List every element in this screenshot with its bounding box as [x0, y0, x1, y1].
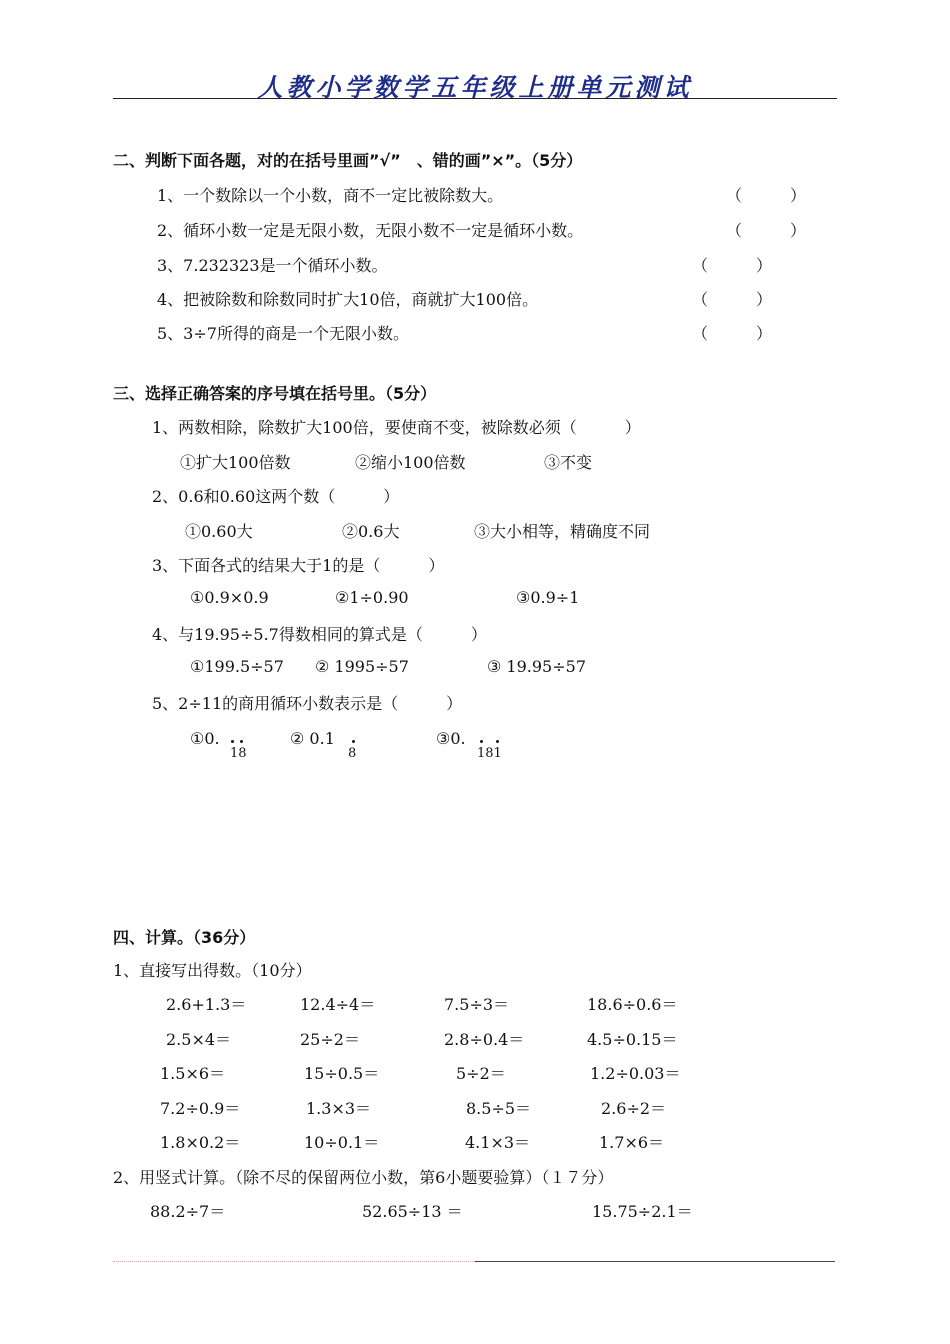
- judge-item-2: 2、循环小数一定是无限小数，无限小数不一定是循环小数。: [157, 221, 584, 240]
- choice-question-5: 5、2÷11的商用循环小数表示是（ ）: [152, 694, 463, 713]
- section-2-title: 二、判断下面各题，对的在括号里画”√” 、错的画”×”。（5分）: [113, 151, 583, 170]
- mental-calc-item: 5÷2＝: [456, 1064, 506, 1083]
- mental-calc-item: 18.6÷0.6＝: [587, 995, 678, 1014]
- judge-item-5: 5、3÷7所得的商是一个无限小数。: [157, 324, 409, 343]
- vertical-calc-item: 88.2÷7＝: [150, 1202, 226, 1221]
- mental-calc-item: 8.5÷5＝: [466, 1099, 532, 1118]
- mental-calc-item: 15÷0.5＝: [304, 1064, 380, 1083]
- choice-5-option-3: [436, 729, 466, 748]
- mental-calc-item: 12.4÷4＝: [300, 995, 376, 1014]
- mental-calc-item: 1.8×0.2＝: [160, 1133, 241, 1152]
- vertical-calc-item: 52.65÷13 ＝: [362, 1202, 463, 1221]
- choice-1-option-3: ③不变: [544, 453, 593, 472]
- repeat-dot: [240, 740, 243, 743]
- choice-2-option-3: ③大小相等，精确度不同: [474, 522, 651, 541]
- mental-calc-item: 10÷0.1＝: [304, 1133, 380, 1152]
- choice-5-option-1: [190, 729, 220, 748]
- choice-5-option-3-prefix: ③0.: [436, 729, 466, 748]
- vertical-calc-item: 15.75÷2.1＝: [592, 1202, 693, 1221]
- choice-3-option-3: ③0.9÷1: [516, 588, 580, 607]
- choice-question-4: 4、与19.95÷5.7得数相同的算式是（ ）: [152, 625, 487, 644]
- choice-5-option-2: [290, 729, 335, 748]
- choice-4-option-1: ①199.5÷57: [190, 657, 284, 676]
- choice-2-option-2: ②0.6大: [342, 522, 400, 541]
- answer-paren-4[interactable]: （ ）: [692, 290, 773, 309]
- choice-1-option-1: ①扩大100倍数: [180, 453, 291, 472]
- calc-part-1-title: 1、直接写出得数。（10分）: [113, 961, 312, 980]
- footer-dotted-line: [113, 1261, 475, 1262]
- answer-paren-2[interactable]: （ ）: [726, 221, 807, 240]
- mental-calc-item: 1.2÷0.03＝: [590, 1064, 681, 1083]
- mental-calc-item: 4.5÷0.15＝: [587, 1030, 678, 1049]
- answer-paren-1[interactable]: （ ）: [726, 186, 807, 205]
- mental-calc-item: 2.6+1.3＝: [166, 995, 247, 1014]
- section-4-title: 四、计算。（36分）: [113, 928, 256, 947]
- repeat-dot: [352, 740, 355, 743]
- footer-rule: [475, 1261, 835, 1262]
- mental-calc-item: 2.8÷0.4＝: [444, 1030, 525, 1049]
- repeat-dot: [496, 740, 499, 743]
- mental-calc-item: 2.5×4＝: [166, 1030, 232, 1049]
- choice-3-option-2: ②1÷0.90: [335, 588, 409, 607]
- mental-calc-item: 1.5×6＝: [160, 1064, 226, 1083]
- choice-4-option-2: ② 1995÷57: [315, 657, 409, 676]
- answer-paren-3[interactable]: （ ）: [692, 256, 773, 275]
- choice-4-option-3: ③ 19.95÷57: [487, 657, 586, 676]
- judge-item-3: 3、7.232323是一个循环小数。: [157, 256, 388, 275]
- choice-5-option-1-digits: 18: [230, 746, 247, 761]
- mental-calc-item: 7.5÷3＝: [444, 995, 510, 1014]
- answer-paren-5[interactable]: （ ）: [692, 324, 773, 343]
- repeat-dot: [480, 740, 483, 743]
- judge-item-4: 4、把被除数和除数同时扩大10倍，商就扩大100倍。: [157, 290, 539, 309]
- choice-question-1: 1、两数相除，除数扩大100倍，要使商不变，被除数必须（ ）: [152, 418, 641, 437]
- calc-part-2-title: 2、用竖式计算。（除不尽的保留两位小数，第6小题要验算）（１７分）: [113, 1168, 614, 1187]
- mental-calc-item: 25÷2＝: [300, 1030, 360, 1049]
- choice-3-option-1: ①0.9×0.9: [190, 588, 269, 607]
- choice-5-option-2-prefix: ② 0.1: [290, 729, 335, 748]
- header-divider: [113, 98, 837, 99]
- mental-calc-item: 1.7×6＝: [599, 1133, 665, 1152]
- judge-item-1: 1、一个数除以一个小数，商不一定比被除数大。: [157, 186, 504, 205]
- choice-question-2: 2、0.6和0.60这两个数（ ）: [152, 487, 400, 506]
- choice-1-option-2: ②缩小100倍数: [355, 453, 466, 472]
- page-header-title: 人教小学数学五年级上册单元测试: [257, 73, 693, 102]
- choice-5-option-1-prefix: ①0.: [190, 729, 220, 748]
- choice-5-option-3-digits: 181: [477, 746, 502, 761]
- mental-calc-item: 2.6÷2＝: [601, 1099, 667, 1118]
- choice-5-option-2-digits: 8: [348, 746, 357, 761]
- choice-question-3: 3、下面各式的结果大于1的是（ ）: [152, 556, 445, 575]
- repeat-dot: [231, 740, 234, 743]
- choice-2-option-1: ①0.60大: [185, 522, 253, 541]
- mental-calc-item: 7.2÷0.9＝: [160, 1099, 241, 1118]
- section-3-title: 三、选择正确答案的序号填在括号里。（5分）: [113, 384, 437, 403]
- mental-calc-item: 4.1×3＝: [465, 1133, 531, 1152]
- mental-calc-item: 1.3×3＝: [306, 1099, 372, 1118]
